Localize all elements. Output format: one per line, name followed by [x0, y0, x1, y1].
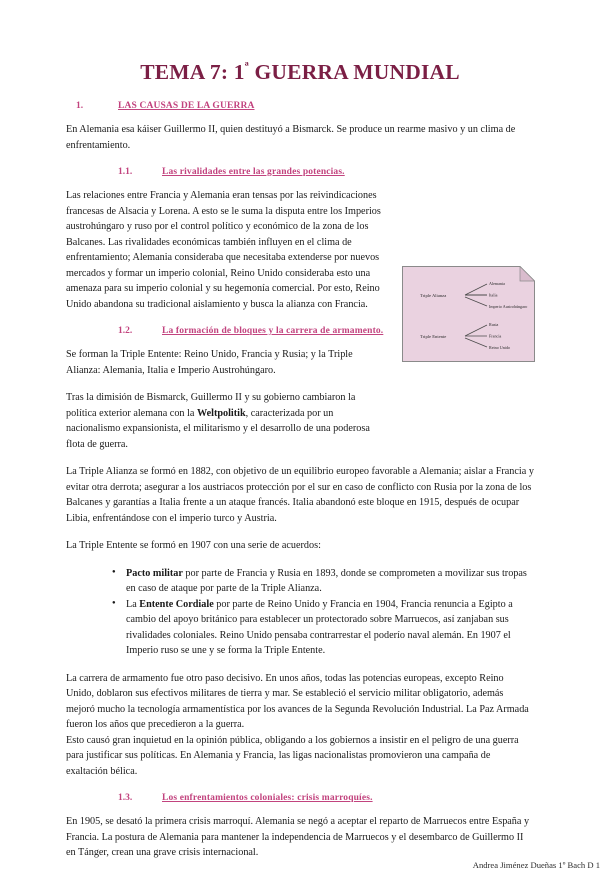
- heading-1-1-text: Las rivalidades entre las grandes potencias.: [162, 167, 345, 177]
- heading-section-1-1: [66, 167, 534, 177]
- document-content: [66, 58, 600, 873]
- paragraph-s12-p3: La Triple Alianza se formó en 1882, con objetivo de un equilibrio europeo favorable a Alemania; aislar a Francia y evitar otra derrota; asegurar a los austriacos protección por el sur en caso de conflicto con Rusia por la zona de los Balcanes y garantías a Italia frente a un ataque francés. Italia abandonó este bloque en 1915, después de ocupar Libia, enfrentándose con el imperio turco y Austria.: [66, 466, 534, 524]
- diagram-group-0-member-0: Alemania: [489, 281, 505, 286]
- term-weltpolitik: Weltpolitik: [196, 407, 246, 419]
- bullet-1-term: Entente Cordiale: [139, 598, 214, 610]
- page-title: [66, 60, 534, 85]
- heading-1-3-number: 1.3.: [118, 793, 133, 803]
- footer: [66, 860, 600, 870]
- footer-page-number: 1: [595, 860, 600, 870]
- bullet-1-text: por parte de Reino Unido y Francia en 1904, Francia renuncia a Egipto a cambio del apoyo británico para establecer un protectorado sobre Marruecos, así zanjaban sus rivalidades coloniales. Reino Unido pensaba contrarrestar el poderío naval alemán. En 1907 el Imperio ruso se une y se forma la Triple Entente.: [126, 598, 513, 656]
- paragraph-s12-p6: Esto causó gran inquietud en la opinión pública, obligando a los gobiernos a insistir en el peligro de una guerra para justificar sus políticas. En Alemania y Francia, las ligas nacionalistas promovieron una campaña de exaltación bélica.: [66, 734, 519, 777]
- paragraph-s1-intro: En Alemania esa káiser Guillermo II, quien destituyó a Bismarck. Se produce un rearme masivo y un clima de enfrentamiento.: [66, 124, 516, 151]
- paragraph-s12-p2-a: Tras la dimisión de Bismarck, Guillermo II y su gobierno cambiaron la política exterior alemana con la: [66, 392, 356, 419]
- heading-1-2-number: 1.2.: [118, 326, 133, 336]
- alliances-diagram: [402, 266, 535, 362]
- list-item: [112, 566, 534, 597]
- bullet-0-text: por parte de Francia y Rusia en 1893, donde se comprometen a movilizar sus tropas en caso de ataque por parte de la Triple Alianza.: [126, 567, 527, 594]
- diagram-group-0-label: Triple Alianza: [420, 293, 447, 298]
- page-title-ordinal: ª: [244, 58, 249, 74]
- diagram-group-1-member-1: Francia: [489, 333, 502, 339]
- heading-section-1: [66, 101, 534, 111]
- diagram-group-1-member-0: Rusia: [489, 322, 499, 327]
- footer-author: Andrea Jiménez Dueñas 1º Bach D: [472, 860, 594, 870]
- paragraph-s13-p1: En 1905, se desató la primera crisis marroquí. Alemania se negó a aceptar el reparto de Marruecos entre España y Francia. La postura de Alemania para mantener la independencia de Marruecos y el desembarco de Guillermo II en Tánger, crean una grave crisis internacional.: [66, 816, 530, 858]
- diagram-box-shape: [403, 267, 535, 362]
- diagram-group-0-member-2: Imperio Austrohúngaro: [489, 304, 528, 309]
- diagram-folded-corner: [520, 267, 535, 282]
- list-entente-agreements: [66, 566, 534, 659]
- diagram-group-1-member-2: Reino Unido: [489, 345, 511, 350]
- paragraph-s12-p2: [66, 390, 386, 452]
- heading-1-number: 1.: [76, 101, 84, 111]
- paragraph-s12-p4: La Triple Entente se formó en 1907 con una serie de acuerdos:: [66, 540, 321, 551]
- list-item: [112, 597, 534, 659]
- heading-section-1-3: [66, 793, 534, 803]
- heading-1-1-number: 1.1.: [118, 167, 133, 177]
- heading-1-2-text: La formación de bloques y la carrera de armamento.: [162, 326, 384, 336]
- diagram-group-1-label: Triple Entente: [420, 334, 447, 339]
- heading-1-3-text: Los enfrentamientos coloniales: crisis marroquíes.: [162, 793, 373, 803]
- bullet-1-prefix: La: [126, 598, 140, 610]
- paragraph-s12-p1: Se forman la Triple Entente: Reino Unido, Francia y Rusia; y la Triple Alianza: Alemania, Italia e Imperio Austrohúngaro.: [66, 349, 353, 376]
- page-title-prefix: TEMA 7: 1: [140, 60, 245, 84]
- paragraph-s12-p2-b: , caracterizada por un nacionalismo expansionista, el militarismo y el desarrollo de una poderosa flota de guerra.: [66, 407, 370, 450]
- bullet-0-term: Pacto militar: [126, 567, 183, 579]
- paragraph-s12-p5: La carrera de armamento fue otro paso decisivo. En unos años, todas las potencias europeas, excepto Reino Unido, doblaron sus efectivos militares de tierra y mar. Se estableció el servicio militar obligatorio, además mejoró mucho la tecnología armamentística por los avances de la Segunda Revolución Industrial. La Paz Armada fueron los años que precedieron a la guerra.: [66, 672, 529, 730]
- paragraph-s11-p1: Las relaciones entre Francia y Alemania eran tensas por las reivindicaciones francesas de Alsacia y Lorena. A esto se le suma la disputa entre los Imperios austrohúngaro y ruso por el control político y económico de la zona de los Balcanes. Las rivalidades económicas también influyen en el clima de enfrentamiento; Alemania consideraba que necesitaba extenderse por nuevos mercados y formar un imperio colonial, Reino Unido consideraba esto una amenaza para su imperio colonial y su hegemonía comercial. Por esto, Reino Unido abandona su tradicional aislamiento y busca la alianza con Francia.: [66, 190, 381, 310]
- page-title-suffix: GUERRA MUNDIAL: [248, 60, 460, 84]
- diagram-group-0-member-1: Italia: [489, 292, 498, 298]
- heading-1-text: LAS CAUSAS DE LA GUERRA: [118, 101, 255, 111]
